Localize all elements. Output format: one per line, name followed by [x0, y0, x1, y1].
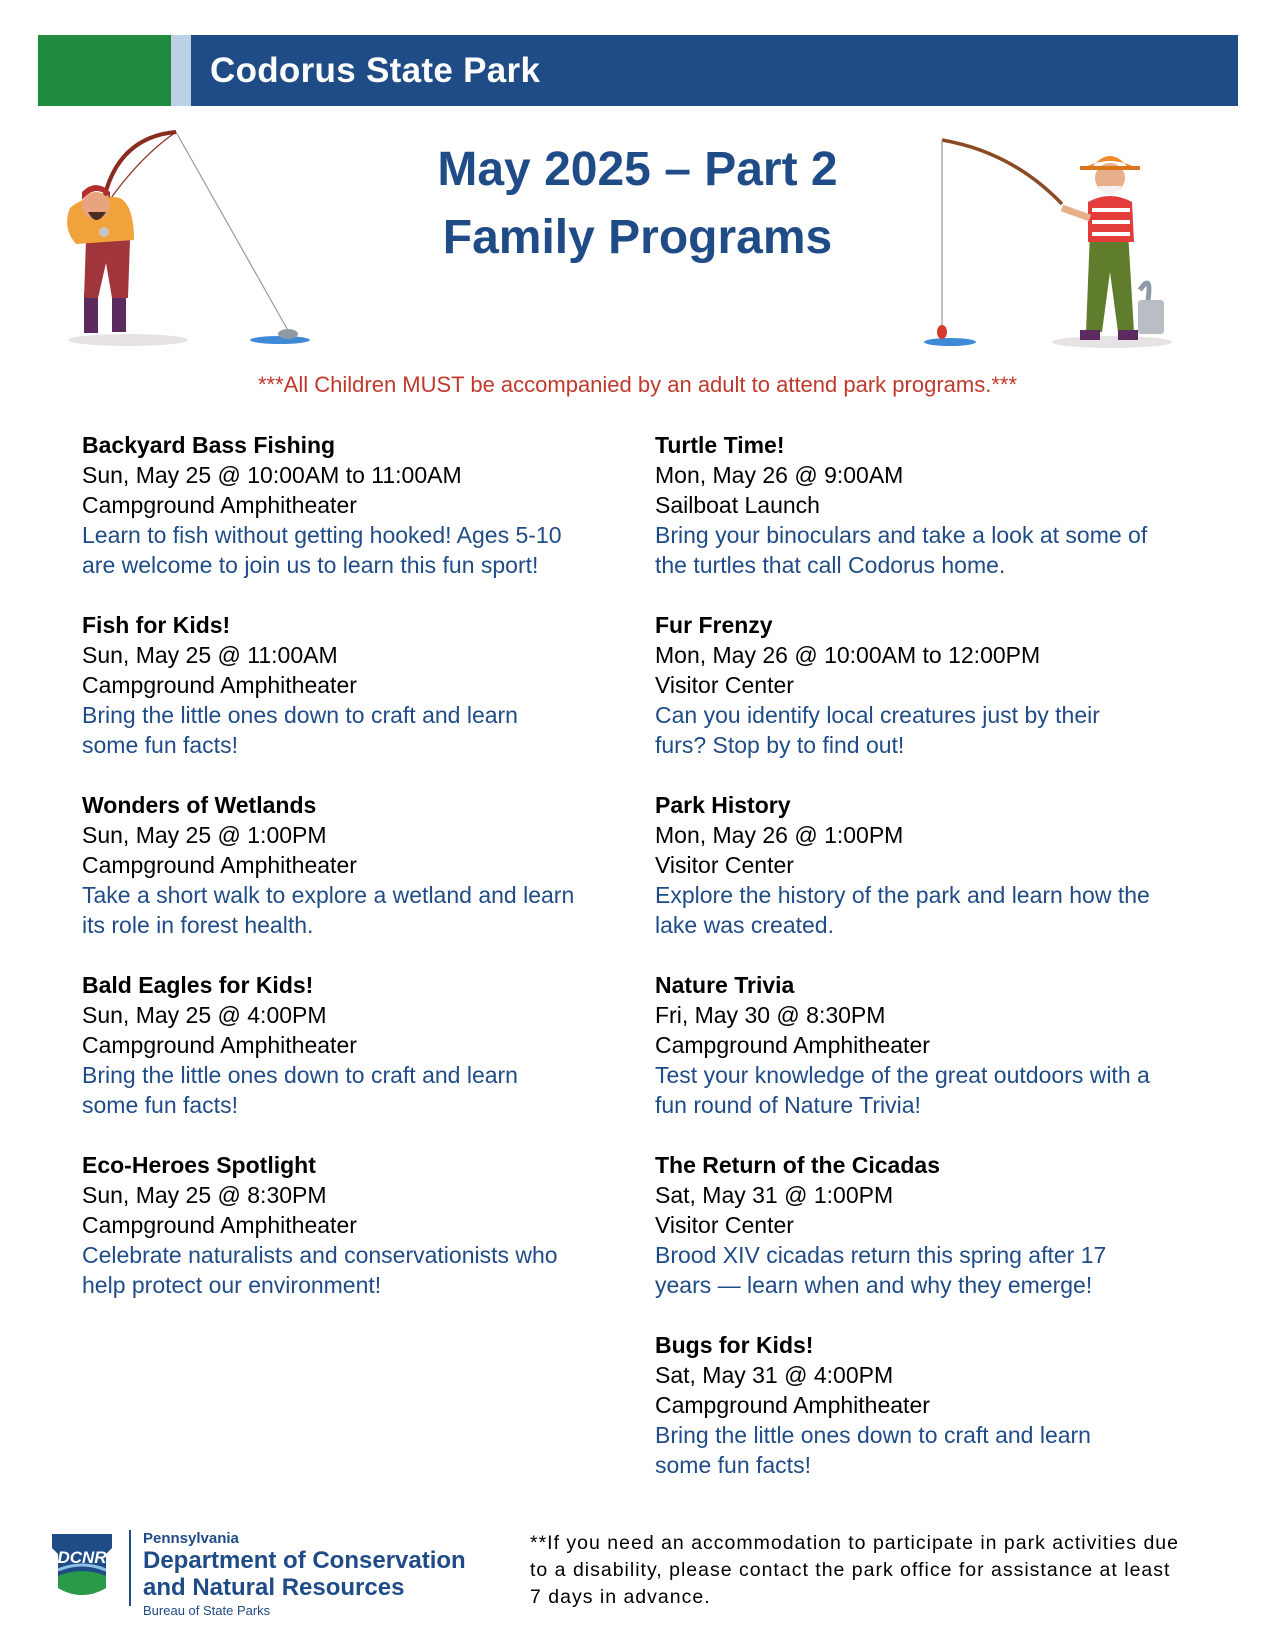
program-entry	[82, 430, 622, 610]
program-entry	[655, 610, 1195, 790]
program-name: Nature Trivia	[655, 972, 795, 998]
disclaimer-line3: 7 days in advance.	[530, 1586, 711, 1608]
programs-left-column	[82, 430, 622, 1330]
program-location: Visitor Center	[655, 852, 794, 878]
program-name: Backyard Bass Fishing	[82, 432, 336, 458]
program-entry	[82, 970, 622, 1150]
program-description-line1: Bring your binoculars and take a look at some of	[655, 522, 1148, 548]
program-name: Bald Eagles for Kids!	[82, 972, 314, 998]
program-entry	[655, 970, 1195, 1150]
program-date-time: Sat, May 31 @ 1:00PM	[655, 1182, 894, 1208]
program-description-line2: its role in forest health.	[82, 912, 314, 938]
program-entry	[655, 1330, 1195, 1510]
program-location: Campground Amphitheater	[82, 672, 357, 698]
program-description-line2: help protect our environment!	[82, 1272, 382, 1298]
disclaimer-line2: to a disability, please contact the park office for assistance at least	[530, 1559, 1171, 1581]
org-state: Pennsylvania	[143, 1530, 239, 1547]
page-title-line1: May 2025 – Part 2	[437, 143, 838, 196]
program-description-line2: some fun facts!	[82, 1092, 238, 1118]
program-name: Turtle Time!	[655, 432, 785, 458]
program-description-line1: Test your knowledge of the great outdoors with a	[655, 1062, 1150, 1088]
program-description-line1: Bring the little ones down to craft and learn	[82, 702, 518, 728]
program-description-line2: years — learn when and why they emerge!	[655, 1272, 1093, 1298]
program-date-time: Sun, May 25 @ 10:00AM to 11:00AM	[82, 462, 462, 488]
program-name: Fur Frenzy	[655, 612, 773, 638]
program-description-line1: Learn to fish without getting hooked! Ages 5-10	[82, 522, 562, 548]
program-entry	[655, 790, 1195, 970]
program-name: Wonders of Wetlands	[82, 792, 317, 818]
program-entry	[655, 430, 1195, 610]
fisherman-left-illustration	[48, 128, 328, 350]
program-description-line2: fun round of Nature Trivia!	[655, 1092, 921, 1118]
program-name: Fish for Kids!	[82, 612, 231, 638]
program-name: Bugs for Kids!	[655, 1332, 814, 1358]
accommodation-disclaimer	[530, 1530, 1240, 1611]
program-description-line1: Take a short walk to explore a wetland and learn	[82, 882, 575, 908]
program-date-time: Mon, May 26 @ 9:00AM	[655, 462, 904, 488]
program-description-line2: furs? Stop by to find out!	[655, 732, 905, 758]
program-description-line1: Brood XIV cicadas return this spring after 17	[655, 1242, 1107, 1268]
program-date-time: Fri, May 30 @ 8:30PM	[655, 1002, 886, 1028]
disclaimer-line1: **If you need an accommodation to participate in park activities due	[530, 1532, 1180, 1554]
program-description-line2: some fun facts!	[655, 1452, 811, 1478]
program-description-line1: Bring the little ones down to craft and learn	[82, 1062, 518, 1088]
org-bureau: Bureau of State Parks	[143, 1603, 271, 1618]
program-description-line2: some fun facts!	[82, 732, 238, 758]
program-description-line1: Explore the history of the park and learn how the	[655, 882, 1150, 908]
program-location: Visitor Center	[655, 1212, 794, 1238]
program-entry	[82, 610, 622, 790]
program-entry	[655, 1150, 1195, 1330]
fisherman-right-illustration	[912, 132, 1232, 350]
program-location: Campground Amphitheater	[82, 852, 357, 878]
logo-text: DCNR	[57, 1548, 107, 1567]
program-description-line2: are welcome to join us to learn this fun sport!	[82, 552, 539, 578]
program-date-time: Sun, May 25 @ 8:30PM	[82, 1182, 327, 1208]
banner-light-stripe	[171, 35, 191, 106]
program-location: Campground Amphitheater	[82, 1212, 357, 1238]
dcnr-keystone-logo	[46, 1530, 118, 1602]
programs-right-column	[655, 430, 1195, 1510]
program-description-line1: Can you identify local creatures just by their	[655, 702, 1100, 728]
program-location: Sailboat Launch	[655, 492, 820, 518]
program-description-line2: the turtles that call Codorus home.	[655, 552, 1006, 578]
banner-green-block	[38, 35, 171, 106]
program-name: The Return of the Cicadas	[655, 1152, 940, 1178]
program-date-time: Sun, May 25 @ 1:00PM	[82, 822, 327, 848]
adult-accompaniment-notice: ***All Children MUST be accompanied by an adult to attend park programs.***	[258, 372, 1017, 397]
program-entry	[82, 1150, 622, 1330]
program-entry	[82, 790, 622, 970]
program-description-line1: Celebrate naturalists and conservationists who	[82, 1242, 558, 1268]
program-date-time: Sun, May 25 @ 4:00PM	[82, 1002, 327, 1028]
org-department-line2: and Natural Resources	[143, 1574, 405, 1601]
program-date-time: Mon, May 26 @ 1:00PM	[655, 822, 904, 848]
park-name: Codorus State Park	[210, 51, 541, 90]
logo-divider	[129, 1530, 131, 1606]
org-department-line1: Department of Conservation	[143, 1547, 466, 1574]
program-location: Campground Amphitheater	[82, 1032, 357, 1058]
program-name: Park History	[655, 792, 791, 818]
program-location: Campground Amphitheater	[655, 1392, 930, 1418]
program-name: Eco-Heroes Spotlight	[82, 1152, 316, 1178]
program-location: Campground Amphitheater	[82, 492, 357, 518]
header-banner	[38, 35, 1238, 106]
program-description-line1: Bring the little ones down to craft and learn	[655, 1422, 1091, 1448]
program-location: Campground Amphitheater	[655, 1032, 930, 1058]
page-title-line2: Family Programs	[442, 211, 833, 264]
program-date-time: Mon, May 26 @ 10:00AM to 12:00PM	[655, 642, 1041, 668]
program-location: Visitor Center	[655, 672, 794, 698]
program-description-line2: lake was created.	[655, 912, 834, 938]
program-date-time: Sat, May 31 @ 4:00PM	[655, 1362, 894, 1388]
program-date-time: Sun, May 25 @ 11:00AM	[82, 642, 338, 668]
